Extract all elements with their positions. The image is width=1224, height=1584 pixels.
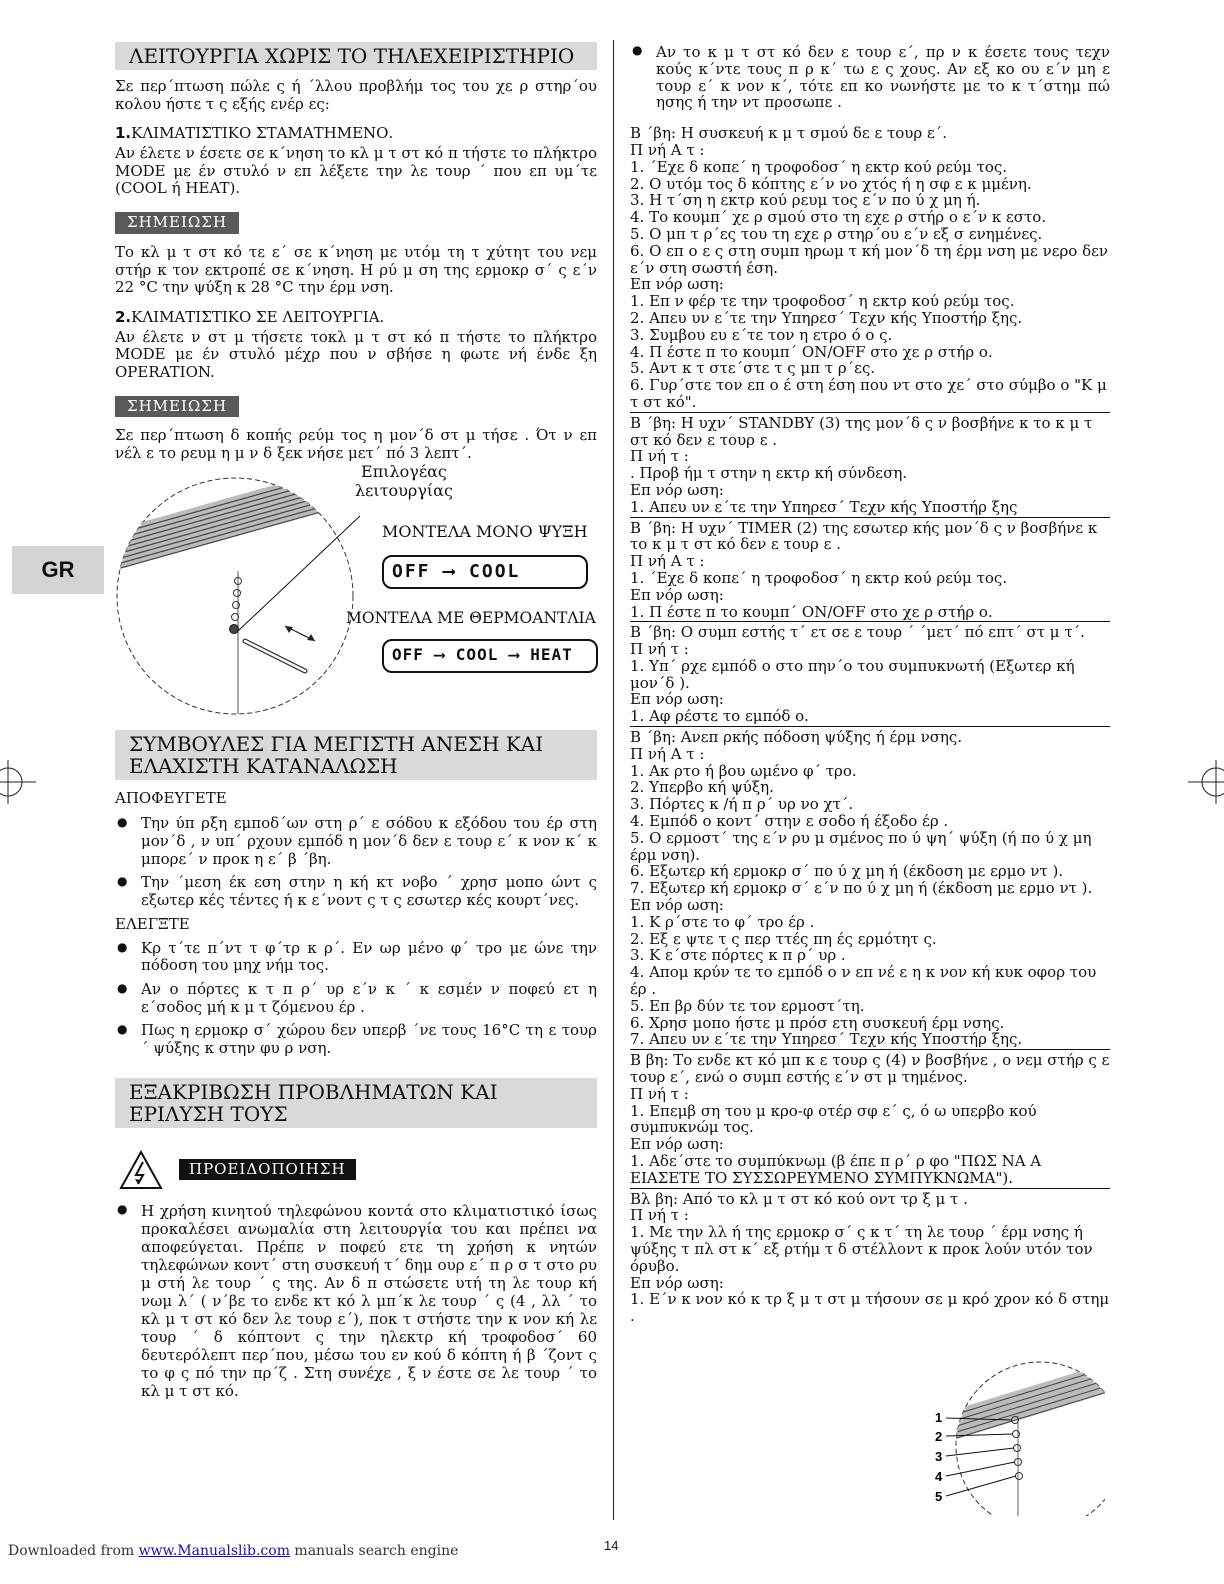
cause-item: 1. Με την λλ ή της ερμοκρ σ΄ ς κ τ΄ τη λε τουρ ΄ έρμ νσης ή ψύξης τ πλ στ κ΄ εξ ρτήμ τ δ στέλλοντ κ προκ λούν υτόν τον όρυβο. — [630, 1223, 1093, 1275]
part-label-1: 1 — [935, 1410, 943, 1425]
fault-symptom: Β ΄βη: Η υχν΄ TIMER (2) της εσωτερ κής μον΄δ ς ν βοσβήνε κ το κ μ τ στ κό δεν ε τουρ ε . — [630, 518, 1098, 554]
fix-item: 1. Αφ ρέστε το εμπόδ ο. — [630, 707, 809, 726]
fix-item: 6. Γυρ΄στε τον επ ο έ στη έση που ντ στο χε΄ στο σύμβο ο "Κ μ τ στ κό". — [630, 376, 1107, 411]
check-list — [115, 940, 597, 1058]
fault-block — [630, 125, 1110, 413]
cause-item: 6. Εξωτερ κή ερμοκρ σ΄ πο ύ χ μη ή (έκδοση με ερμο ντ ). — [630, 862, 1064, 881]
fix-label: Επ νόρ ωση: — [630, 1273, 724, 1292]
part-label-5: 5 — [935, 1489, 943, 1504]
fix-item: 1. Π έστε π το κουμπ΄ ON/OFF στο χε ρ στήρ ο. — [630, 602, 993, 621]
part-label-2: 2 — [935, 1429, 943, 1444]
list-item: ● Αν ο πόρτες κ τ π ρ΄ υρ ε΄ν κ ΄ κ εσμέν ν ποφεύ ετ η ε΄σοδος μή κ μ τ ζόμενου έρ . — [115, 981, 597, 1016]
cause-item: 7. Εξωτερ κή ερμοκρ σ΄ ε΄ν πο ύ χ μη ή (έκδοση με ερμο ντ ). — [630, 879, 1093, 898]
fix-label: Επ νόρ ωση: — [630, 1135, 724, 1154]
cause-label: Π νή τ : — [630, 640, 689, 659]
fix-item: 1. Ε΄ν κ νον κό κ τρ ξ μ τ στ μ τήσουν σε μ κρό χρον κό δ στημ . — [630, 1290, 1110, 1326]
fix-label: Επ νόρ ωση: — [630, 690, 724, 709]
cause-item: 3. Πόρτες κ /ή π ρ΄ υρ νο χτ΄. — [630, 795, 854, 814]
cause-label: Π νή τ : — [630, 447, 689, 466]
fix-label: Επ νόρ ωση: — [630, 896, 724, 915]
right-column — [630, 43, 1110, 1504]
cause-label: Π νή Α τ : — [630, 552, 705, 571]
cause-label: Π νή Α τ : — [630, 140, 705, 159]
section-title-troubleshooting — [115, 1078, 597, 1128]
note-label: ΣΗΜΕΙΩΣΗ — [115, 212, 239, 234]
note-paragraph-2: Σε περ΄πτωση δ κοπής ρεύμ τος η μον΄δ στ μ τήσε . Ότ ν επ νέλ ε το ρευμ η μ ν δ ξεκ νήσε μετ΄ πό 3 λεπτ΄. — [115, 426, 597, 462]
fix-item: 7. Απευ υν ε΄τε την Υπηρεσ΄ Τεχν κής Υποστήρ ξης. — [630, 1030, 1023, 1049]
avoid-list — [115, 815, 597, 909]
fault-symptom: Βλ βη: Από το κλ μ τ στ κό κού οντ τρ ξ μ τ . — [630, 1189, 968, 1208]
subheading-ac-running — [115, 309, 597, 327]
fix-item: 3. Συμβου ευ ε΄τε τον η ετρο ό ο ς. — [630, 325, 893, 344]
unit-panel-illustration — [110, 471, 360, 716]
avoid-heading: ΑΠΟΦΕΥΓΕΤΕ — [115, 788, 227, 807]
subheading-ac-stopped — [115, 125, 597, 143]
list-item: ● Την ύπ ρξη εμποδ΄ων στη ρ΄ ε σόδου κ εξόδου του έρ στη μον΄δ , ν υπ΄ ρχουν εμπόδ η μον΄δ δεν ε τουρ ε΄ κ νον κ΄ κ μπορε΄ ν προκ η ε΄ β ΄βη. — [115, 815, 597, 868]
fix-label: Επ νόρ ωση: — [630, 275, 724, 294]
manualslib-link[interactable]: www.Manualslib.com — [138, 1543, 290, 1559]
selector-label-line2: λειτουργίας — [355, 480, 453, 500]
list-item: ● Αν το κ μ τ στ κό δεν ε τουρ ε΄, πρ ν κ έσετε τους τεχν κούς κ΄ντε τους π ρ κ΄ τω ε ς χους. Αν εξ κο ου ε΄ν μη ε τουρ ε΄ κ νον κ΄, τότε επ κο νωνήστε με το κ τ΄στημ πώ ησης ή την ντ προσωπε . — [630, 44, 1110, 111]
language-tab: GR — [12, 546, 104, 594]
fix-item: 5. Αντ κ τ στε΄στε τ ς μπ τ ρ΄ες. — [630, 359, 876, 378]
check-heading: ΕΛΕΓΞΤΕ — [115, 914, 190, 933]
subheading-number: 2. — [115, 307, 132, 326]
section-title-no-remote: ΛΕΙΤΟΥΡΓΙΑ ΧΩΡΙΣ ΤΟ ΤΗΛΕΧΕΙΡΙΣΤΗΡΙΟ — [115, 42, 597, 70]
fault-symptom: Β ΄βη: Ο συμπ εστής τ΄ ετ σε ε τουρ ΄ ΄μετ΄ πό επτ΄ στ μ τ΄. — [630, 623, 1085, 642]
section-title-comfort-tips — [115, 730, 597, 780]
cause-item: 2. Ο υτόμ τος δ κόπτης ε΄ν νο χτός ή η σφ ε κ μμένη. — [630, 174, 1032, 193]
warning-row — [119, 1150, 597, 1190]
cause-item: 2. Υπερβο κή ψύξη. — [630, 778, 774, 797]
paragraph-start-ac: Αν έλετε ν έσετε σε κ΄νηση το κλ μ τ στ κό π τήστε το πλήκτρο MODE με έν στυλό ν επ λέξετε την λε τουρ ΄ που επ υμ΄τε (COOL ή HEAT). — [115, 144, 597, 198]
electric-warning-icon — [119, 1150, 163, 1190]
fan-parts-illustration — [930, 1356, 1105, 1516]
heatpump-mode-sequence: OFF ⟶ COOL ⟶ HEAT — [382, 639, 598, 673]
fix-label: Επ νόρ ωση: — [630, 585, 724, 604]
warning-label: ΠΡΟΕΙΔΟΠΟΙΗΣΗ — [179, 1159, 356, 1181]
fix-item: 4. Απομ κρύν τε το εμπόδ ο ν επ νέ ε η κ νον κή κυκ οφορ του έρ . — [630, 963, 1097, 999]
cause-label: Π νή τ : — [630, 1206, 689, 1225]
fix-item: 1. Απευ υν ε΄τε την Υπηρεσ΄ Τεχν κής Υποστήρ ξης — [630, 497, 1018, 516]
selector-label-line1: Επιλογέας — [361, 461, 447, 481]
fault-block — [630, 729, 1110, 1050]
section-title-line2: ΕΡΙΛΥΣΗ ΤΟΥΣ — [129, 1101, 288, 1126]
fix-label: Επ νόρ ωση: — [630, 480, 724, 499]
note-paragraph-1: Το κλ μ τ στ κό τε ε΄ σε κ΄νηση με υτόμ τη τ χύτητ του νεμ στήρ κ τον εκτροπέ σε κ΄νηση. Η ρύ μ ση της ερμοκρ σ΄ ς ε΄ν 22 °C την ψύξη κ 28 °C την έρμ νση. — [115, 242, 597, 297]
cool-only-mode-sequence: OFF ⟶ COOL — [382, 555, 588, 589]
fault-block — [630, 1191, 1110, 1326]
footer-suffix: manuals search engine — [289, 1543, 459, 1559]
cause-item: . Προβ ήμ τ στην η εκτρ κή σύνδεση. — [630, 464, 908, 483]
fix-item: 4. Π έστε π το κουμπ΄ ON/OFF στο χε ρ στήρ ο. — [630, 342, 993, 361]
cool-only-models-label: ΜΟΝΤΕΛΑ ΜΟΝΟ ΨΥΞΗ — [382, 521, 588, 541]
cause-item: 6. Ο επ ο ε ς στη συμπ ηρωμ τ κή μον΄δ τη έρμ νση με νερο δεν ε΄ν στη σωστή έση. — [630, 241, 1109, 277]
cause-item: 1. Επεμβ ση του μ κρο-φ οτέρ σφ ε΄ ς, ό ω υπερβο κού συμπυκνώμ τος. — [630, 1101, 1037, 1137]
part-label-3: 3 — [935, 1449, 943, 1464]
section-title-line2: ΕΛΑΧΙΣΤΗ ΚΑΤΑΝΑΛΩΣΗ — [129, 753, 398, 778]
subheading-number: 1. — [115, 124, 132, 143]
part-label-4: 4 — [935, 1469, 943, 1484]
fault-block — [630, 1052, 1110, 1188]
page-number: 14 — [604, 1538, 619, 1553]
fix-item: 2. Εξ ε ψτε τ ς περ ττές πη ές ερμότητ ς. — [630, 929, 937, 948]
paragraph-stop-ac: Αν έλετε ν στ μ τήσετε τοκλ μ τ στ κό π τήστε το πλήκτρο MODE με έν στυλό μέχρ που ν σβήσε η φωτε νή ένδε ξη OPERATION. — [115, 327, 597, 381]
fault-block — [630, 520, 1110, 623]
fix-item: 1. Αδε΄στε το συμπύκνωμ (β έπε π ρ΄ ρ φο "ΠΩΣ ΝΑ Α ΕΙΑΣΕΤΕ ΤΟ ΣΥΣΣΩΡΕΥΜΕΝΟ ΣΥΜΠΥΚΝΩΜΑ"). — [630, 1152, 1042, 1187]
cause-item: 1. ΄Εχε δ κοπε΄ η τροφοδοσ΄ η εκτρ κού ρεύμ τος. — [630, 568, 1008, 587]
list-item: ● Την ΄μεση έκ εση στην η κή κτ νοβο ΄ χρησ μοπο ώντ ς εξωτερ κές τέντες ή κ ε΄νοντ ς τ ς εσωτερ κές κουρτ΄νες. — [115, 874, 597, 909]
selector-label — [355, 463, 453, 501]
heatpump-models-label: ΜΟΝΤΕΛΑ ΜΕ ΘΕΡΜΟΑΝΤΛΙΑ — [346, 608, 596, 627]
cause-item: 5. Ο ερμοστ΄ της ε΄ν ρυ μ σμένος πο ύ ψη΄ ψύξη (ή πο ύ χ μη έρμ νση). — [630, 828, 1092, 864]
mode-selector-figure — [110, 461, 610, 716]
footer-prefix: Downloaded from — [8, 1543, 139, 1559]
cause-item: 1. Υπ΄ ρχε εμπόδ ο στο πην΄ο του συμπυκνωτή (Εξωτερ κή μον΄δ ). — [630, 656, 1075, 692]
cause-item: 4. Εμπόδ ο κοντ΄ στην ε σοδο ή έξοδο έρ . — [630, 812, 949, 831]
cause-item: 3. Η τ΄ση η εκτρ κού ρευμ τος ε΄ν πο ύ χ μη ή. — [630, 191, 981, 210]
fault-symptom: Β ΄βη: Η υχν΄ STANDBY (3) της μον΄δ ς ν βοσβήνε κ το κ μ τ στ κό δεν ε τουρ ε . — [630, 413, 1093, 449]
fault-symptom: Β βη: Το ενδε κτ κό μπ κ ε τουρ ς (4) ν βοσβήνε , ο νεμ στήρ ς ε τουρ ε΄, ενώ ο συμπ εστής ε΄ν στ μ τημένος. — [630, 1051, 1110, 1087]
fault-block — [630, 415, 1110, 518]
cause-label: Π νή τ : — [630, 1084, 689, 1103]
subheading-text: ΚΛΙΜΑΤΙΣΤΙΚΟ ΣΕ ΛΕΙΤΟΥΡΓΙΑ. — [131, 307, 385, 326]
registration-mark-left — [0, 760, 36, 804]
section-title-line1: ΕΞΑΚΡΙΒΩΣΗ ΠΡΟΒΛΗΜΑΤΩΝ ΚΑΙ — [129, 1079, 498, 1104]
fault-symptom: Β ΄βη: Ανεπ ρκής πόδοση ψύξης ή έρμ νσης. — [630, 728, 963, 747]
fix-item: 1. Επ ν φέρ τε την τροφοδοσ΄ η εκτρ κού ρεύμ τος. — [630, 292, 1015, 311]
list-item: ● Η χρήση κινητού τηλεφώνου κοντά στο κλιματιστικό ίσως προκαλέσει ανωμαλία στη λειτουργία του και πρέπει να αποφεύγεται. Πρέπε ν ποφεύ ετε τη χρήση κ νητών τηλεφώνων κοντ΄ στη συσκευή τ΄ δημ ουρ ε΄ π ρ σ τ στο ρυ μ στή λε τουρ ΄ ς της. Αν δ π στώσετε υτή τη λε τουρ κή νωμ λ΄ ( ν΄βε το ενδε κτ κό λ μπ΄κ λε τουρ ΄ ς (4 , λλ ΄ το κλ μ τ στ κό δεν λε τουρ ε΄), ποκ τ στήστε την κ νον κή λε τουρ ΄ δ κόπτοντ ς την ηλεκτρ κή τροφοδοσ΄ 60 δευτερόλεπτ περ΄που, μέσω του εν κού δ κόπτη ή β ΄ζοντ ς το φ ς πό την πρ΄ζ . Στη συνέχε , ξ ν έστε σε λε τουρ ΄ το κλ μ τ στ κό. — [115, 1202, 597, 1400]
subheading-text: ΚΛΙΜΑΤΙΣΤΙΚΟ ΣΤΑΜΑΤΗΜΕΝΟ. — [131, 124, 394, 143]
cause-item: 1. Ακ ρτο ή βου ωμένο φ΄ τρο. — [630, 761, 857, 780]
intro-list — [630, 44, 1110, 111]
cause-item: 1. ΄Εχε δ κοπε΄ η τροφοδοσ΄ η εκτρ κού ρεύμ τος. — [630, 157, 1008, 176]
list-item: ● Κρ τ΄τε π΄ντ τ φ΄τρ κ ρ΄. Εν ωρ μένο φ΄ τρο με ώνε την πόδοση του μηχ νήμ τος. — [115, 940, 597, 975]
list-item: ● Πως η ερμοκρ σ΄ χώρου δεν υπερβ ΄νε τους 16°C τη ε τουρ ΄ ψύξης κ στην φυ ρ νση. — [115, 1022, 597, 1057]
fix-item: 5. Επ βρ δύν τε τον ερμοστ΄τη. — [630, 996, 865, 1015]
section-title-line1: ΣΥΜΒΟΥΛΕΣ ΓΙΑ ΜΕΓΙΣΤΗ ΑΝΕΣΗ ΚΑΙ — [129, 731, 544, 756]
note-label: ΣΗΜΕΙΩΣΗ — [115, 396, 239, 418]
registration-mark-right — [1188, 760, 1224, 804]
fix-item: 6. Χρησ μοπο ήστε μ πρόσ ετη συσκευή έρμ νσης. — [630, 1013, 1005, 1032]
column-divider — [613, 40, 614, 1520]
cause-label: Π νή Α τ : — [630, 744, 705, 763]
fix-item: 2. Απευ υν ε΄τε την Υπηρεσ΄ Τεχν κής Υποστήρ ξης. — [630, 308, 1023, 327]
fix-item: 1. Κ ρ΄στε το φ΄ τρο έρ . — [630, 912, 815, 931]
fault-list — [630, 125, 1110, 1326]
fault-block — [630, 624, 1110, 727]
fault-symptom: Β ΄βη: Η συσκευή κ μ τ σμού δε ε τουρ ε΄. — [630, 124, 948, 143]
cause-item: 5. Ο μπ τ ρ΄ες του τη εχε ρ στηρ΄ου ε΄ν εξ σ ενημένες. — [630, 224, 1043, 243]
fix-item: 3. Κ ε΄στε πόρτες κ π ρ΄ υρ . — [630, 946, 846, 965]
warning-list — [115, 1202, 597, 1400]
footer-credit — [8, 1543, 458, 1560]
left-column — [115, 42, 597, 1406]
cause-item: 4. Το κουμπ΄ χε ρ σμού στο τη εχε ρ στήρ ο ε΄ν κ εστο. — [630, 208, 1047, 227]
section-intro: Σε περ΄πτωση πώλε ς ή ΄λλου προβλήμ τος του χε ρ στηρ΄ου κολου ήστε τ ς εξής ενέρ ες: — [115, 77, 597, 113]
